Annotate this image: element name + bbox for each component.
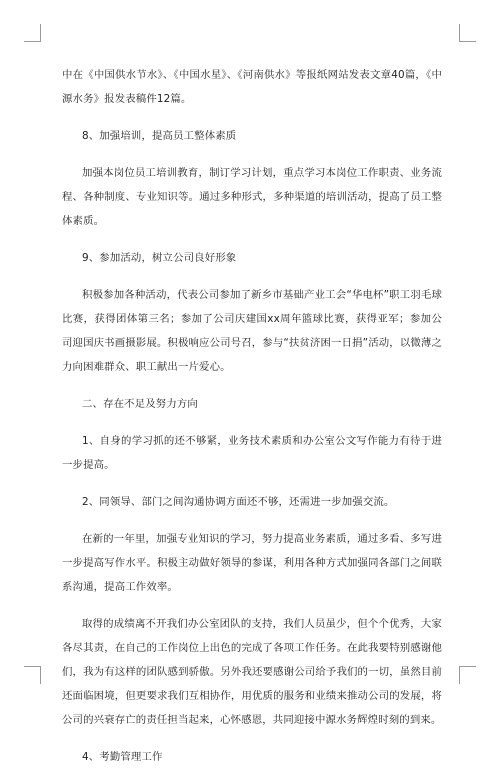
heading-shortcomings: 二、存在不足及努力方向 [82,398,198,410]
crop-mark-bottom-right-horizontal [459,666,476,667]
paragraph-publications: 中在《中国供水节水》、《中国水星》、《河南供水》等报纸网站发表文章40篇，《中源水务》报发表稿件12篇。 [62,69,442,105]
crop-mark-bottom-right-vertical [459,666,460,684]
paragraph-new-year-plan: 在新的一年里，加强专业知识的学习，努力提高业务素质，通过多看、多写进一步提高写作水平。积极主动做好领导的参谋，利用各种方式加强同各部门之间联系沟通，提高工作效率。 [62,533,442,593]
crop-mark-top-left-vertical [40,24,41,42]
heading-training: 8、加强培训，提高员工整体素质 [82,130,237,142]
crop-mark-top-right-horizontal [459,41,476,42]
paragraph-shortcoming-1: 1、自身的学习抓的还不够紧，业务技术素质和办公室公文写作能力有待于进一步提高。 [62,435,442,471]
heading-attendance: 4、考勤管理工作 [82,751,163,763]
heading-activities: 9、参加活动，树立公司良好形象 [82,252,237,264]
document-body [62,63,442,782]
paragraph-shortcoming-2: 2、同领导、部门之间沟通协调方面还不够，还需进一步加强交流。 [82,496,395,508]
crop-mark-top-left-horizontal [24,41,41,42]
paragraph-activities: 积极参加各种活动，代表公司参加了新乡市基础产业工会“华电杯”职工羽毛球比赛，获得团体第三名；参加了公司庆建国xx周年篮球比赛，获得亚军；参加公司迎国庆书画摄影展。积极响应公司号召，参与“扶贫济困一日捐”活动，以微薄之力向困难群众、职工献出一片爱心。 [62,289,442,373]
paragraph-training: 加强本岗位员工培训教育，制订学习计划，重点学习本岗位工作职责、业务流程、各种制度、专业知识等。通过多种形式，多种渠道的培训活动，提高了员工整体素质。 [62,167,442,227]
paragraph-thanks: 取得的成绩离不开我们办公室团队的支持，我们人员虽少，但个个优秀，大家各尽其责，在自己的工作岗位上出色的完成了各项工作任务。在此我要特别感谢他们，我为有这样的团队感到骄傲。另外我还要感谢公司给予我们的一切，虽然目前还面临困境，但更要求我们互相协作，用优质的服务和业绩来推动公司的发展，将公司的兴衰存亡的责任担当起来，心怀感恩，共同迎接中源水务辉煌时刻的到来。 [62,618,442,726]
crop-mark-bottom-left-vertical [40,666,41,684]
crop-mark-top-right-vertical [459,24,460,42]
crop-mark-bottom-left-horizontal [24,666,41,667]
